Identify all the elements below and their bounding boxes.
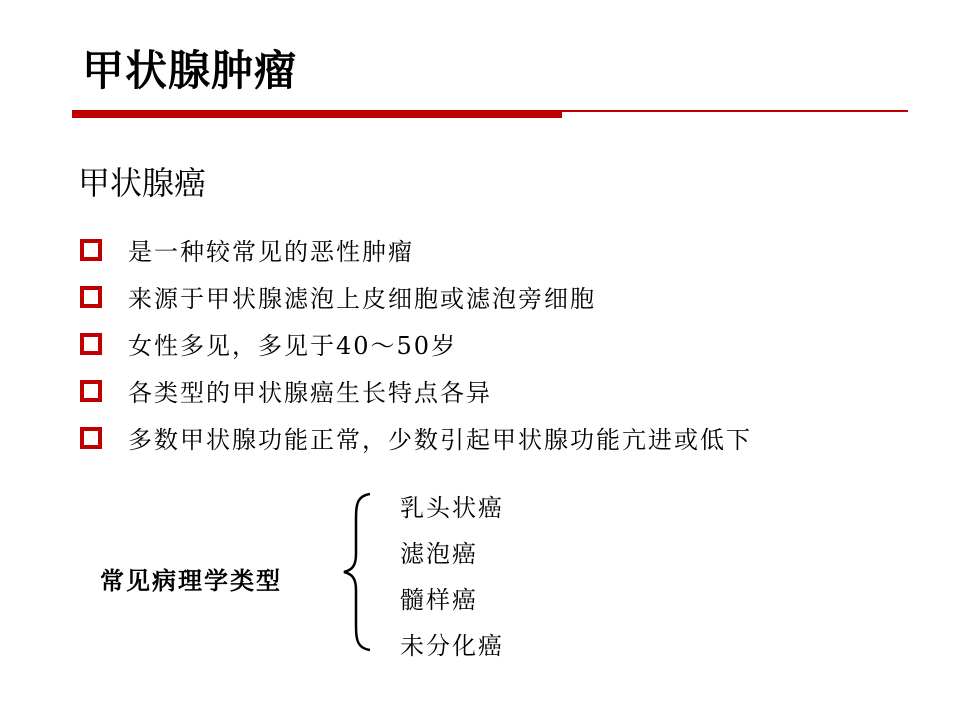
bullet-text: 女性多见，多见于40～50岁 [128,332,458,360]
bullet-item [80,414,752,461]
bullet-text: 多数甲状腺功能正常，少数引起甲状腺功能亢进或低下 [128,426,752,454]
bullet-list [80,226,752,461]
square-bullet-icon [80,239,102,261]
bullet-item [80,320,752,367]
square-bullet-icon [80,427,102,449]
curly-brace-icon [340,492,374,652]
title-underline-accent [72,112,562,118]
pathology-type-item: 髓样癌 [400,585,478,614]
bullet-item [80,273,752,320]
pathology-type-item: 未分化癌 [400,631,504,660]
bullet-item [80,367,752,414]
bullet-item [80,226,752,273]
pathology-types-list [400,482,504,666]
square-bullet-icon [80,333,102,355]
bullet-text: 各类型的甲状腺癌生长特点各异 [128,379,492,407]
pathology-type-item: 滤泡癌 [400,539,478,568]
section-heading: 甲状腺癌 [78,164,207,202]
bullet-text: 是一种较常见的恶性肿瘤 [128,238,414,266]
slide-title: 甲状腺肿瘤 [82,46,298,95]
square-bullet-icon [80,286,102,308]
pathology-types-label: 常见病理学类型 [100,567,282,595]
square-bullet-icon [80,380,102,402]
bullet-text: 来源于甲状腺滤泡上皮细胞或滤泡旁细胞 [128,285,596,313]
pathology-type-item: 乳头状癌 [400,493,504,522]
